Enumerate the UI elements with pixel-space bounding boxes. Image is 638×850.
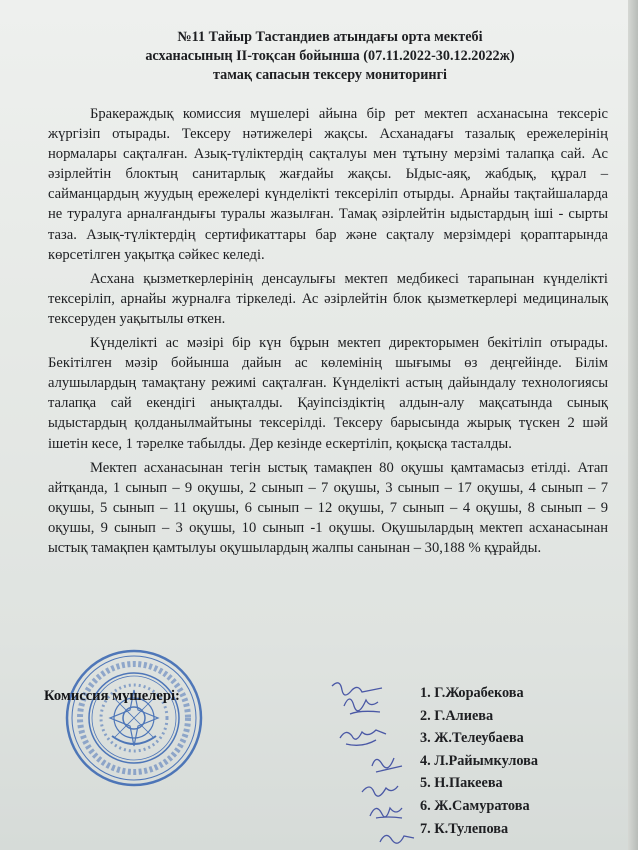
member-item: 3. Ж.Телеубаева [420,730,524,747]
document-title [40,28,620,85]
paragraph-staff-health: Асхана қызметкерлерінің денсаулығы мектеп медбикесі тарапынан күнделікті тексеріліп, арнайы журналға тіркеледі. Ас әзірлейтін блок қызметкерлері медициналық тексеруден уақытылы өткен. [48,270,608,327]
member-item: 7. К.Тулепова [420,820,509,837]
member-item: 2. Г.Алиева [420,707,494,724]
page-edge-shadow [628,0,638,850]
member-item: 6. Ж.Самуратова [420,797,530,814]
member-signatures [322,676,432,850]
official-stamp [64,648,204,788]
member-item: 4. Л.Райымкулова [420,752,539,769]
commission-members-list [420,682,538,840]
paragraph-free-meals: Мектеп асханасынан тегін ыстық тамақпен 80 оқушы қамтамасыз етілді. Атап айтқанда, 1 сынып – 9 оқушы, 2 сынып – 7 оқушы, 3 сынып – 17 оқушы, 4 сынып – 7 оқушы, 5 сынып – 11 оқушы, 6 сынып – 12 оқушы, 7 сынып – 4 оқушы, 8 сынып – 9 оқушы, 9 сынып – 3 оқушы, 10 сынып -1 оқушы. Оқушылардың мектеп асханасынан ыстық тамақпен қамтылуы оқушылардың жалпы санынан – 30,188 % құрайды. [48,459,608,556]
member-item: 5. Н.Пакеева [420,775,503,792]
paragraph-inspection: Бракераждық комиссия мүшелері айына бір рет мектеп асханасына тексеріс жүргізіп отырады. Тексеру нәтижелері жақсы. Асханадағы тазалық ережелерінің нормалары сақталған. Азық-түліктердің сақталуы мен тұтыну мерзімі талапқа сай. Ас әзірлейтін блоктың санитарлық жағдайы жақсы. Ыдыс-аяқ, жабдық, құрал – сайманцардың жуудың ережелері күнделікті тексеріліп отырды. Арнайы тақтайшаларда не туралуга арналғандығы туралы жазылған. Тамақ әзірлейтін ыдыстардың іші - сырты таза. Азық-түліктердің сертификаттары бар және сақталу мерзімдері қораптарында көрсетілген уақытқа сәйкес келеді. [48,106,608,263]
title-line-1: №11 Тайыр Тастандиев атындағы орта мектебі [177,29,483,45]
document-body [48,104,608,562]
title-line-3: тамақ сапасын тексеру мониторингі [213,67,447,83]
member-item: 1. Г.Жорабекова [420,685,524,701]
title-line-2: асханасының ІІ-тоқсан бойынша (07.11.2022-30.12.2022ж) [145,48,515,64]
commission-label: Комиссия мүшелері: [44,688,180,704]
paragraph-daily-menu: Күнделікті ас мәзірі бір күн бұрын мектеп директорымен бекітіліп отырады. Бекітілген мәзір бойынша дайын ас көлемінің шығымы өз деңгейінде. Білім алушылардың тамақтану режимі сақталған. Күнделікті астың дайындалу технологиясы талапқа сай екендігі анықталды. Қауіпсіздіктің алдын-алу мақсатында сынық ыдыстардың қолданылмайтыны тексерілді. Тексеру барысында жырық түскен 2 шәй ішетін кесе, 1 тәрелке табылды. Дер кезінде ескертіліп, қоқысқа тасталды. [48,335,608,452]
